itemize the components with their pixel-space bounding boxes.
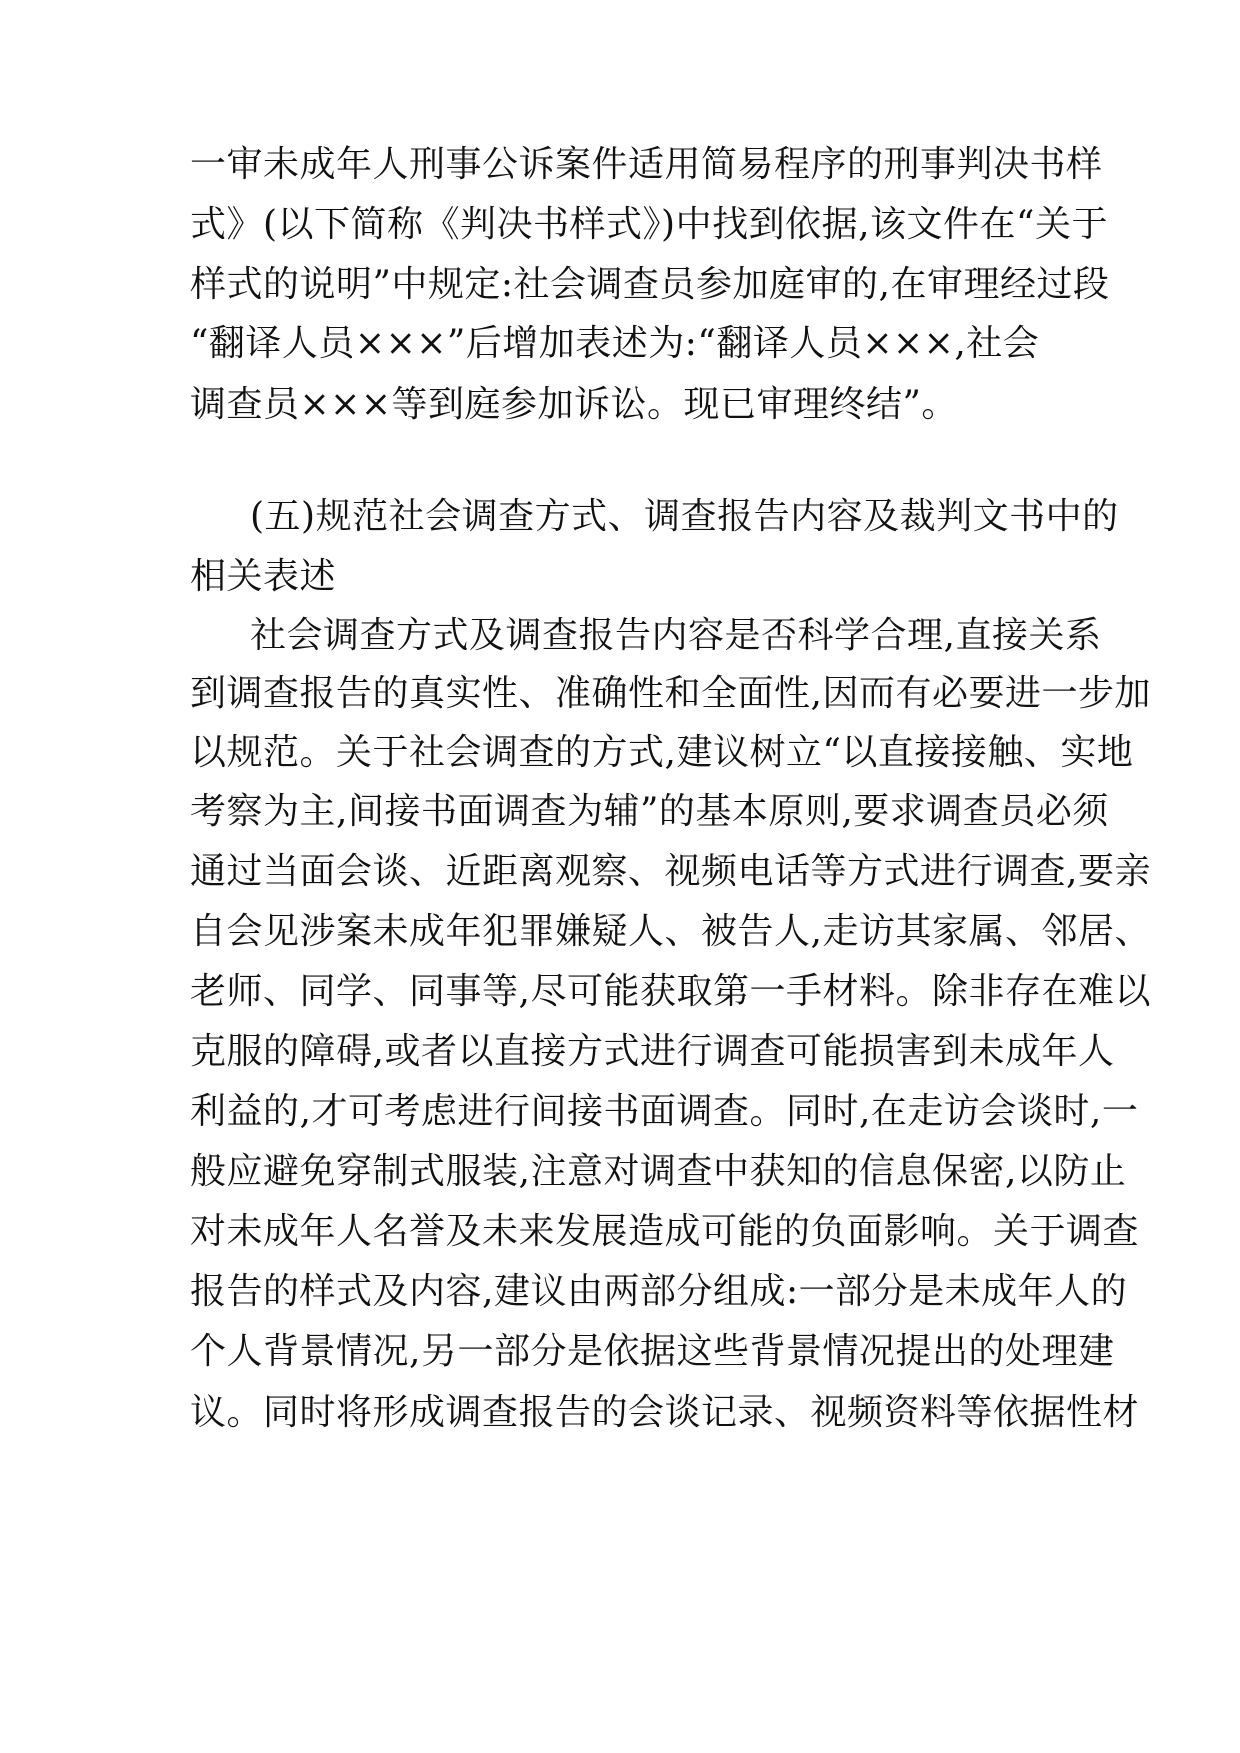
paragraph-line: 克服的障碍,或者以直接方式进行调查可能损害到未成年人 [190,1031,1115,1072]
paragraph-line: 报告的样式及内容,建议由两部分组成:一部分是未成年人的 [190,1271,1128,1312]
paragraph-line: 自会见涉案未成年犯罪嫌疑人、被告人,走访其家属、邻居、 [190,911,1151,952]
paragraph-line: 个人背景情况,另一部分是依据这些背景情况提出的处理建 [190,1331,1115,1372]
paragraph-line: 以规范。关于社会调查的方式,建议树立“以直接接触、实地 [190,732,1134,773]
paragraph-line: 考察为主,间接书面调查为辅”的基本原则,要求调查员必须 [190,791,1109,832]
section-heading: (五)规范社会调查方式、调查报告内容及裁判文书中的 [250,496,1119,537]
paragraph-line: 样式的说明”中规定:社会调查员参加庭审的,在审理经过段 [190,264,1110,305]
paragraph-line: 到调查报告的真实性、准确性和全面性,因而有必要进一步加 [190,673,1151,714]
paragraph-line: 利益的,才可考虑进行间接书面调查。同时,在走访会谈时,一 [190,1091,1139,1132]
paragraph-line: 一审未成年人刑事公诉案件适用简易程序的刑事判决书样 [190,144,1103,185]
paragraph-line: 通过当面会谈、近距离观察、视频电话等方式进行调查,要亲 [190,851,1151,892]
paragraph-line: 社会调查方式及调查报告内容是否科学合理,直接关系 [250,615,1102,656]
paragraph-line: “翻译人员×××”后增加表述为:“翻译人员×××,社会 [190,323,1040,364]
section-heading: 相关表述 [190,556,337,597]
paragraph-line: 老师、同学、同事等,尽可能获取第一手材料。除非存在难以 [190,971,1151,1012]
paragraph-line: 调查员×××等到庭参加诉讼。现已审理终结”。 [190,384,958,425]
paragraph-line: 议。同时将形成调查报告的会谈记录、视频资料等依据性材 [190,1392,1140,1433]
paragraph-line: 对未成年人名誉及未来发展造成可能的负面影响。关于调查 [190,1211,1140,1252]
paragraph-line: 式》(以下简称《判决书样式》)中找到依据,该文件在“关于 [190,204,1108,245]
paragraph-line: 般应避免穿制式服装,注意对调查中获知的信息保密,以防止 [190,1151,1127,1192]
